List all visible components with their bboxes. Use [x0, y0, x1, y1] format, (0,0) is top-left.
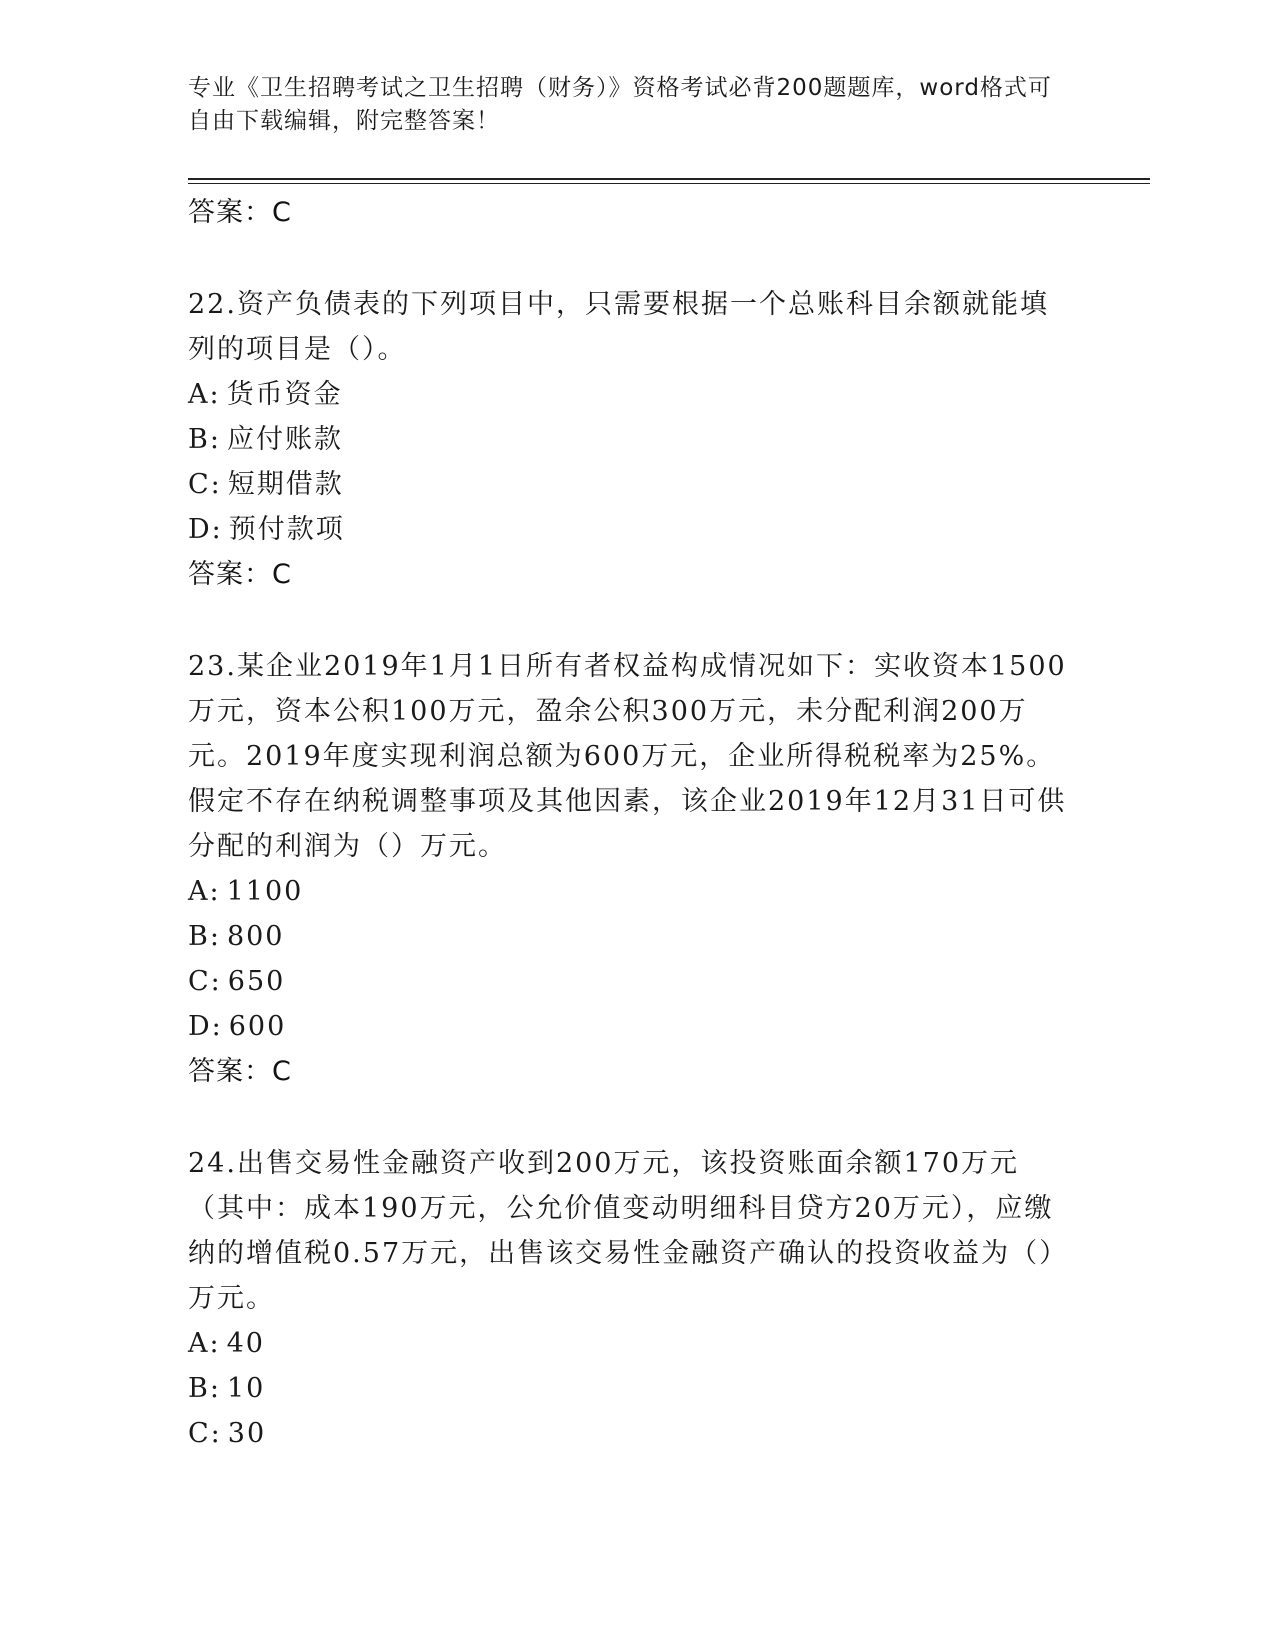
option-label: B: — [188, 1373, 221, 1404]
option-a — [188, 1321, 1068, 1366]
option-text: 应付账款 — [226, 424, 343, 455]
question-stem: 23.某企业2019年1月1日所有者权益构成情况如下：实收资本1500万元，资本公积100万元，盈余公积300万元，未分配利润200万元。2019年度实现利润总额为600万元，企业所得税税率为25%。假定不存在纳税调整事项及其他因素，该企业2019年12月31日可供分配的利润为（）万元。 — [188, 651, 1067, 862]
question-22 — [188, 282, 1068, 598]
option-label: A: — [188, 379, 221, 410]
option-text: 短期借款 — [227, 469, 344, 500]
option-text: 1100 — [226, 876, 304, 907]
question-list — [188, 190, 1068, 1456]
header-rule-thin — [188, 183, 1150, 184]
option-text: 预付款项 — [228, 514, 345, 545]
option-label: A: — [188, 876, 221, 907]
option-d — [188, 1004, 1068, 1049]
option-label: A: — [188, 1328, 221, 1359]
question-stem: 22.资产负债表的下列项目中，只需要根据一个总账科目余额就能填列的项目是（）。 — [188, 289, 1049, 365]
option-a — [188, 372, 1068, 417]
option-c — [188, 1411, 1068, 1456]
option-label: C: — [188, 469, 222, 500]
option-b — [188, 1366, 1068, 1411]
option-text: 40 — [226, 1328, 265, 1359]
option-label: B: — [188, 424, 221, 455]
option-b — [188, 914, 1068, 959]
option-b — [188, 417, 1068, 462]
option-d — [188, 507, 1068, 552]
question-24 — [188, 1141, 1068, 1456]
option-a — [188, 869, 1068, 914]
header-rule-thick — [188, 178, 1150, 180]
option-c — [188, 959, 1068, 1004]
option-c — [188, 462, 1068, 507]
option-label: D: — [188, 514, 223, 545]
option-text: 10 — [226, 1373, 266, 1404]
option-text: 600 — [228, 1011, 287, 1042]
page-header: 专业《卫生招聘考试之卫生招聘（财务）》资格考试必背200题题库，word格式可自由下载编辑，附完整答案！ — [188, 75, 1052, 134]
option-label: C: — [188, 1418, 222, 1449]
option-label: B: — [188, 921, 221, 952]
question-23 — [188, 644, 1068, 1095]
answer-line: 答案：C — [188, 1056, 292, 1087]
question-stem: 24.出售交易性金融资产收到200万元，该投资账面余额170万元（其中：成本190万元，公允价值变动明细科目贷方20万元），应缴纳的增值税0.57万元，出售该交易性金融资产确认的投资收益为（）万元。 — [188, 1148, 1055, 1314]
answer-line: 答案：C — [188, 559, 292, 590]
option-text: 800 — [226, 921, 285, 952]
option-text: 650 — [227, 966, 286, 997]
option-text: 货币资金 — [226, 379, 343, 410]
answer-line: 答案：C — [188, 197, 292, 228]
option-text: 30 — [227, 1418, 267, 1449]
option-label: D: — [188, 1011, 223, 1042]
option-label: C: — [188, 966, 222, 997]
